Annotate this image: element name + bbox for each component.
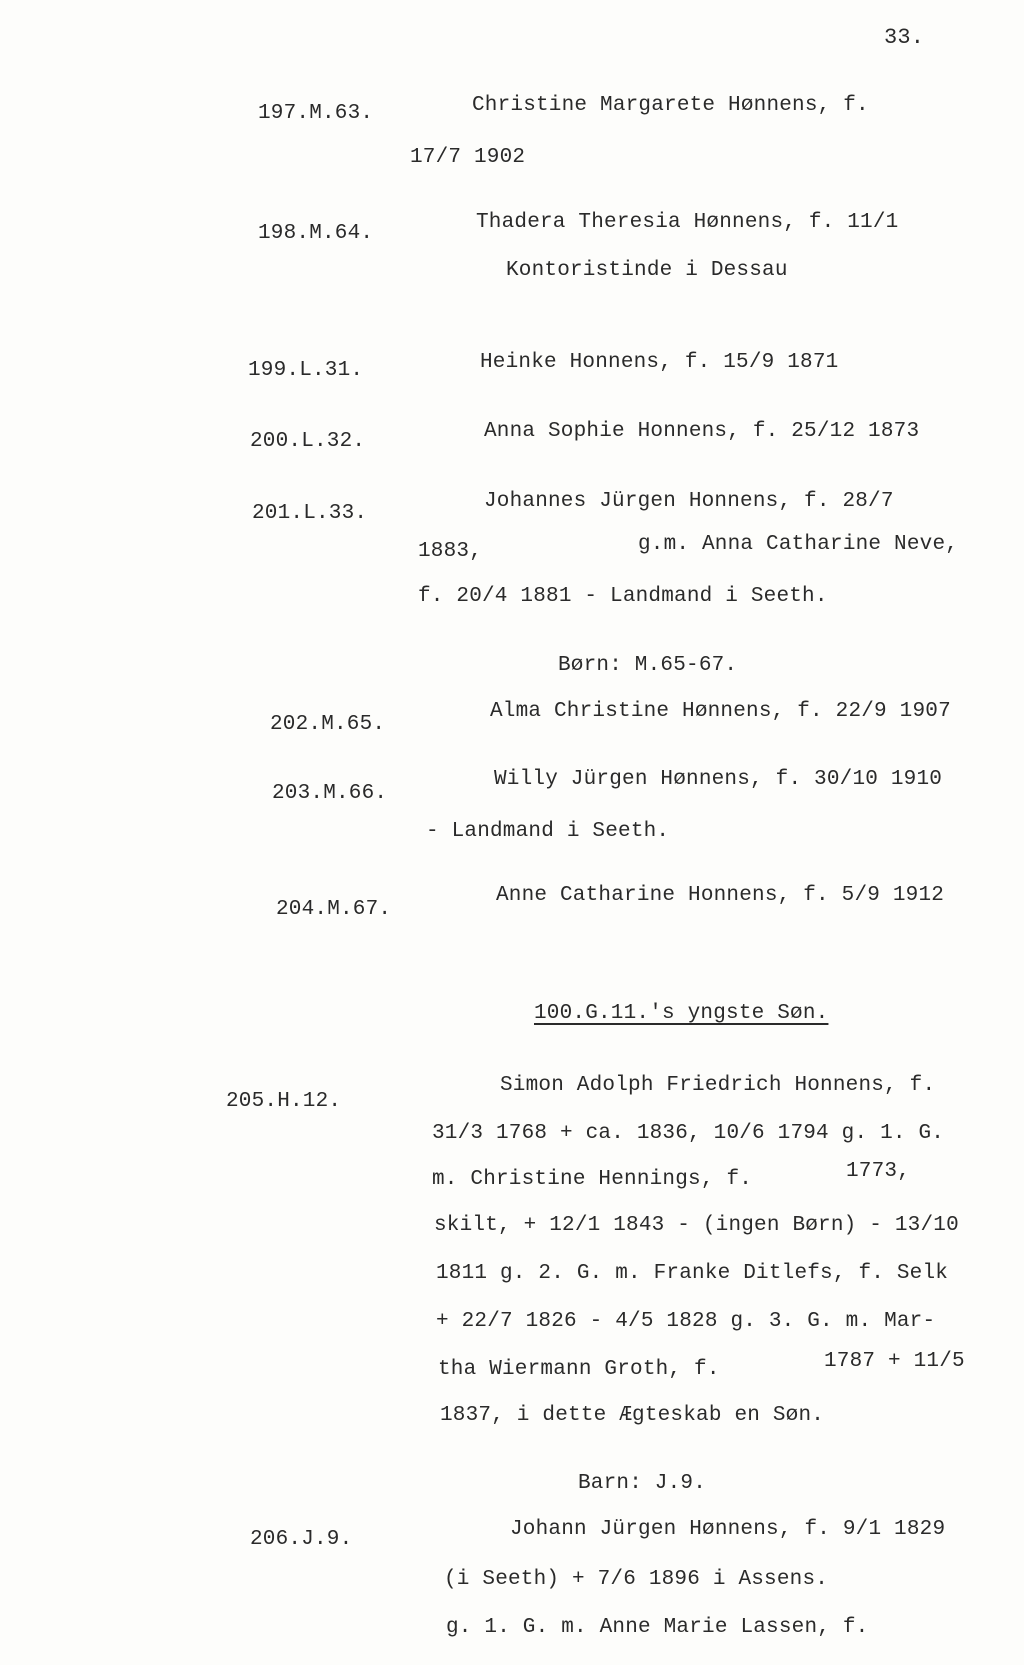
entry-text: g. 1. G. m. Anne Marie Lassen, f.	[446, 1616, 869, 1639]
entry-text: Anne Catharine Honnens, f. 5/9 1912	[496, 884, 945, 907]
entry-text: Johannes Jürgen Honnens, f. 28/7	[484, 490, 894, 513]
entry-text: 31/3 1768 + ca. 1836, 10/6 1794 g. 1. G.	[432, 1122, 945, 1145]
entry-text: Anna Sophie Honnens, f. 25/12 1873	[484, 420, 920, 443]
entry-number: 203.M.66.	[272, 782, 388, 805]
entry-text: f. 20/4 1881 - Landmand i Seeth.	[418, 585, 828, 608]
entry-text: Alma Christine Hønnens, f. 22/9 1907	[490, 700, 951, 723]
entry-text: 1773,	[846, 1160, 911, 1183]
entry-text: g.m. Anna Catharine Neve,	[638, 533, 959, 556]
entry-text: Christine Margarete Hønnens, f.	[472, 94, 869, 117]
entry-text: 17/7 1902	[410, 146, 526, 169]
entry-text: (i Seeth) + 7/6 1896 i Assens.	[444, 1568, 829, 1591]
entry-text: skilt, + 12/1 1843 - (ingen Børn) - 13/10	[434, 1214, 959, 1237]
entry-text: 1787 + 11/5	[824, 1350, 965, 1373]
entry-text: m. Christine Hennings, f.	[432, 1168, 753, 1191]
entry-text: 1837, i dette Ægteskab en Søn.	[440, 1404, 825, 1427]
entry-text: Heinke Honnens, f. 15/9 1871	[480, 351, 839, 374]
entry-text: Johann Jürgen Hønnens, f. 9/1 1829	[510, 1518, 946, 1541]
entry-number: 206.J.9.	[250, 1528, 353, 1551]
entry-text: - Landmand i Seeth.	[426, 820, 670, 843]
entry-number: 201.L.33.	[252, 502, 368, 525]
entry-text: 1811 g. 2. G. m. Franke Ditlefs, f. Selk	[436, 1262, 949, 1285]
entry-number: 202.M.65.	[270, 713, 386, 736]
entry-text: Willy Jürgen Hønnens, f. 30/10 1910	[494, 768, 943, 791]
entry-number: 204.M.67.	[276, 898, 392, 921]
entry-number: 198.M.64.	[258, 222, 374, 245]
entry-text: Simon Adolph Friedrich Honnens, f.	[500, 1074, 936, 1097]
children-line: Børn: M.65-67.	[558, 654, 738, 677]
children-line: Barn: J.9.	[578, 1472, 707, 1495]
entry-text: tha Wiermann Groth, f.	[438, 1358, 720, 1381]
entry-number: 200.L.32.	[250, 430, 366, 453]
entry-number: 205.H.12.	[226, 1090, 342, 1113]
entry-text: 1883,	[418, 540, 483, 563]
section-heading: 100.G.11.'s yngste Søn.	[534, 1002, 829, 1025]
page-number: 33.	[884, 25, 925, 50]
entry-number: 199.L.31.	[248, 359, 364, 382]
entry-text: Thadera Theresia Hønnens, f. 11/1	[476, 211, 899, 234]
entry-text: + 22/7 1826 - 4/5 1828 g. 3. G. m. Mar-	[436, 1310, 936, 1333]
entry-text: Kontoristinde i Dessau	[506, 259, 788, 282]
entry-number: 197.M.63.	[258, 102, 374, 125]
